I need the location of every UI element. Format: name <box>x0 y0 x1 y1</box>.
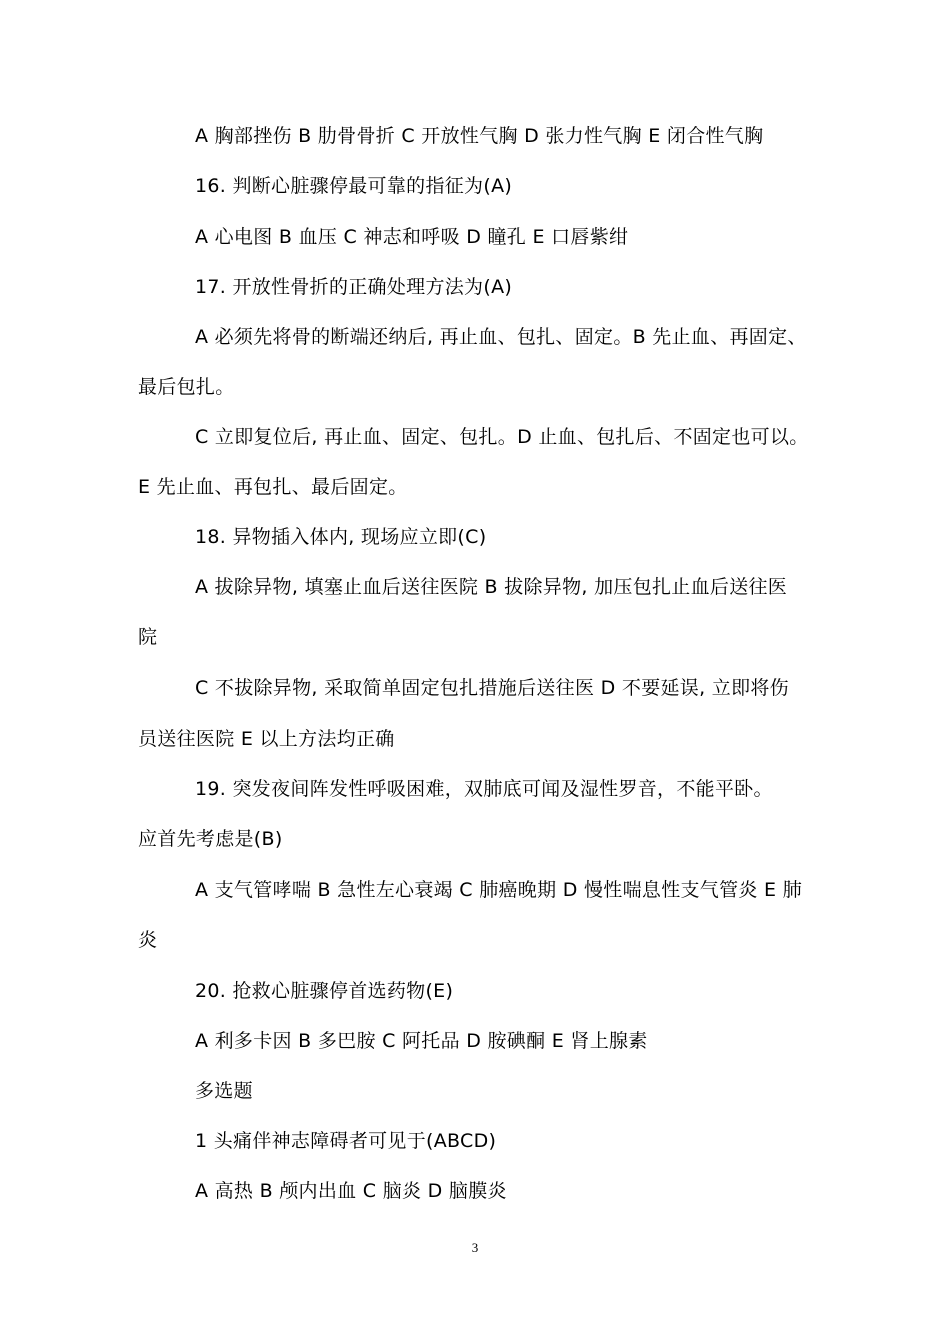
options-multi-q1: A 高热 B 颅内出血 C 脑炎 D 脑膜炎 <box>195 1180 507 1202</box>
question-16: 16. 判断心脏骤停最可靠的指征为(A) <box>195 175 513 197</box>
options-q20: A 利多卡因 B 多巴胺 C 阿托品 D 胺碘酮 E 肾上腺素 <box>195 1030 648 1052</box>
options-q18-line4: 员送往医院 E 以上方法均正确 <box>138 728 395 750</box>
options-q19-line2: 炎 <box>138 929 158 951</box>
question-18: 18. 异物插入体内, 现场应立即(C) <box>195 526 487 548</box>
multi-question-1: 1 头痛伴神志障碍者可见于(ABCD) <box>195 1130 497 1152</box>
options-q18-line3: C 不拔除异物, 采取简单固定包扎措施后送往医 D 不要延误, 立即将伤 <box>195 677 789 699</box>
options-q17-line3: C 立即复位后, 再止血、固定、包扎。D 止血、包扎后、不固定也可以。 <box>195 426 809 448</box>
section-heading-multiple-choice: 多选题 <box>195 1080 253 1102</box>
options-q19-line1: A 支气管哮喘 B 急性左心衰竭 C 肺癌晚期 D 慢性喘息性支气管炎 E 肺 <box>195 879 802 901</box>
options-q18-line1: A 拔除异物, 填塞止血后送往医院 B 拔除异物, 加压包扎止血后送往医 <box>195 576 788 598</box>
options-q17-line1: A 必须先将骨的断端还纳后, 再止血、包扎、固定。B 先止血、再固定、 <box>195 326 807 348</box>
question-20: 20. 抢救心脏骤停首选药物(E) <box>195 980 454 1002</box>
options-q15: A 胸部挫伤 B 肋骨骨折 C 开放性气胸 D 张力性气胸 E 闭合性气胸 <box>195 125 764 147</box>
question-19-line2: 应首先考虑是(B) <box>138 828 283 850</box>
question-19-line1: 19. 突发夜间阵发性呼吸困难，双肺底可闻及湿性罗音，不能平卧。 <box>195 778 773 800</box>
options-q16: A 心电图 B 血压 C 神志和呼吸 D 瞳孔 E 口唇紫绀 <box>195 226 629 248</box>
options-q17-line2: 最后包扎。 <box>138 376 235 398</box>
question-17: 17. 开放性骨折的正确处理方法为(A) <box>195 276 513 298</box>
options-q17-line4: E 先止血、再包扎、最后固定。 <box>138 476 408 498</box>
page-number: 3 <box>471 1240 479 1255</box>
options-q18-line2: 院 <box>138 626 158 648</box>
